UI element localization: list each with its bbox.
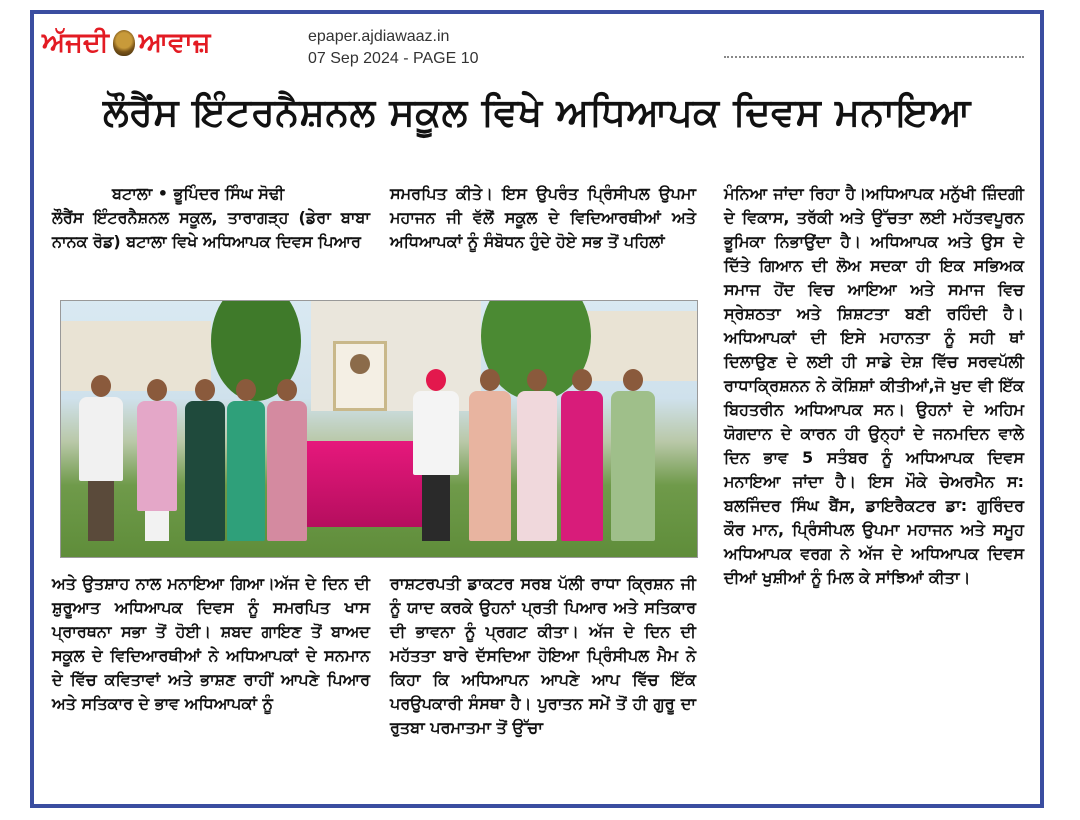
epaper-clipping	[30, 10, 1044, 808]
byline: ਬਟਾਲਾ • ਭੂਪਿੰਦਰ ਸਿੰਘ ਸੋਢੀ	[112, 184, 285, 203]
divider	[724, 56, 1024, 62]
site-url[interactable]: epaper.ajdiawaaz.in	[308, 28, 450, 45]
portrait-frame	[333, 341, 387, 411]
newspaper-logo	[42, 24, 282, 62]
column-2-bottom	[390, 572, 696, 740]
logo-text-right: ਆਵਾਜ਼	[138, 27, 211, 58]
column-3	[724, 182, 1024, 590]
paragraph: ਅਤੇ ਉਤਸ਼ਾਹ ਨਾਲ ਮਨਾਇਆ ਗਿਆ।ਅੱਜ ਦੇ ਦਿਨ ਦੀ ਸ਼ੁਰੂਆਤ ਅਧਿਆਪਕ ਦਿਵਸ ਨੂੰ ਸਮਰਪਿਤ ਖਾਸ ਪ੍ਰਾਰਥਨਾ ਸਭਾ ਤੋਂ ਹੋਈ। ਸ਼ਬਦ ਗਾਇਣ ਤੋਂ ਬਾਅਦ ਸਕੂਲ ਦੇ ਵਿਦਿਆਰਥੀਆਂ ਨੇ ਅਧਿਆਪਕਾਂ ਦੇ ਸਨਮਾਨ ਦੇ ਵਿੱਚ ਕਵਿਤਾਵਾਂ ਅਤੇ ਭਾਸ਼ਣ ਰਾਹੀਂ ਆਪਣੇ ਪਿਆਰ ਅਤੇ ਸਤਿਕਾਰ ਦੇ ਭਾਵ ਅਧਿਆਪਕਾਂ ਨੂੰ	[52, 574, 370, 713]
date-page: 07 Sep 2024 - PAGE 10	[308, 50, 479, 67]
logo-text-left: ਅੱਜਦੀ	[42, 27, 109, 58]
headline: ਲੌਰੈਂਸ ਇੰਟਰਨੈਸ਼ਨਲ ਸਕੂਲ ਵਿਖੇ ਅਧਿਆਪਕ ਦਿਵਸ ਮਨਾਇਆ	[102, 90, 971, 134]
column-2-top	[390, 182, 696, 254]
paragraph: ਸਮਰਪਿਤ ਕੀਤੇ। ਇਸ ਉਪਰੰਤ ਪ੍ਰਿੰਸੀਪਲ ਉਪਮਾ ਮਹਾਜਨ ਜੀ ਵੱਲੋਂ ਸਕੂਲ ਦੇ ਵਿਦਿਆਰਥੀਆਂ ਅਤੇ ਅਧਿਆਪਕਾਂ ਨੂੰ ਸੰਬੋਧਨ ਹੁੰਦੇ ਹੋਏ ਸਭ ਤੋਂ ਪਹਿਲਾਂ	[390, 184, 696, 251]
paragraph: ਮੰਨਿਆ ਜਾਂਦਾ ਰਿਹਾ ਹੈ।ਅਧਿਆਪਕ ਮਨੁੱਖੀ ਜ਼ਿੰਦਗੀ ਦੇ ਵਿਕਾਸ, ਤਰੱਕੀ ਅਤੇ ਉੱਚਤਾ ਲਈ ਮਹੱਤਵਪੂਰਨ ਭੂਮਿਕਾ ਨਿਭਾਉਂਦਾ ਹੈ। ਅਧਿਆਪਕ ਅਤੇ ਉਸ ਦੇ ਦਿੱਤੇ ਗਿਆਨ ਦੀ ਲੋਅ ਸਦਕਾ ਹੀ ਇਕ ਸਭਿਅਕ ਸਮਾਜ ਹੋਂਦ ਵਿਚ ਆਇਆ ਅਤੇ ਸਮਾਜ ਵਿਚ ਸ੍ਰੇਸ਼ਠਤਾ ਅਤੇ ਸ਼ਿਸ਼ਟਤਾ ਬਣੀ ਰਹਿੰਦੀ ਹੈ। ਅਧਿਆਪਕਾਂ ਦੀ ਇਸੇ ਮਹਾਨਤਾ ਨੂੰ ਸਹੀ ਥਾਂ ਦਿਲਾਉਣ ਦੇ ਲਈ ਹੀ ਸਾਡੇ ਦੇਸ਼ ਵਿੱਚ ਸਰਵਪੱਲੀ ਰਾਧਾਕ੍ਰਿਸ਼ਨਨ ਨੇ ਕੋਸ਼ਿਸ਼ਾਂ ਕੀਤੀਆਂ,ਜੋ ਖੁਦ ਵੀ ਇੱਕ ਬਿਹਤਰੀਨ ਅਧਿਆਪਕ ਸਨ। ਉਹਨਾਂ ਦੇ ਅਹਿਮ ਯੋਗਦਾਨ ਦੇ ਕਾਰਨ ਹੀ ਉਨ੍ਹਾਂ ਦੇ ਜਨਮਦਿਨ ਵਾਲੇ ਦਿਨ ਭਾਵ 5 ਸਤੰਬਰ ਨੂੰ ਅਧਿਆਪਕ ਦਿਵਸ ਮਨਾਇਆ ਜਾਂਦਾ ਹੈ। ਇਸ ਮੌਕੇ ਚੇਅਰਮੈਨ ਸ: ਬਲਜਿੰਦਰ ਸਿੰਘ ਬੈਂਸ, ਡਾਇਰੈਕਟਰ ਡਾ: ਗੁਰਿੰਦਰ ਕੌਰ ਮਾਨ, ਪ੍ਰਿੰਸੀਪਲ ਉਪਮਾ ਮਹਾਜਨ ਅਤੇ ਸਮੂਹ ਅਧਿਆਪਕ ਵਰਗ ਨੇ ਅੱਜ ਦੇ ਅਧਿਆਪਕ ਦਿਵਸ ਦੀਆਂ ਖੁਸ਼ੀਆਂ ਨੂੰ ਮਿਲ ਕੇ ਸਾਂਝਿਆਂ ਕੀਤਾ।	[724, 184, 1024, 587]
epaper-info	[308, 26, 478, 70]
event-photo	[60, 300, 698, 558]
paragraph: ਲੌਰੈਂਸ ਇੰਟਰਨੈਸ਼ਨਲ ਸਕੂਲ, ਤਾਰਾਗੜ੍ਹ (ਡੇਰਾ ਬਾਬਾ ਨਾਨਕ ਰੋਡ) ਬਟਾਲਾ ਵਿਖੇ ਅਧਿਆਪਕ ਦਿਵਸ ਪਿਆਰ	[52, 208, 370, 251]
column-1-top	[52, 182, 370, 254]
emblem-icon	[113, 30, 135, 56]
paragraph: ਰਾਸ਼ਟਰਪਤੀ ਡਾਕਟਰ ਸਰਬ ਪੱਲੀ ਰਾਧਾ ਕ੍ਰਿਸ਼ਨ ਜੀ ਨੂੰ ਯਾਦ ਕਰਕੇ ਉਹਨਾਂ ਪ੍ਰਤੀ ਪਿਆਰ ਅਤੇ ਸਤਿਕਾਰ ਦੀ ਭਾਵਨਾ ਨੂੰ ਪ੍ਰਗਟ ਕੀਤਾ। ਅੱਜ ਦੇ ਦਿਨ ਦੀ ਮਹੱਤਤਾ ਬਾਰੇ ਦੱਸਦਿਆ ਹੋਇਆ ਪ੍ਰਿੰਸੀਪਲ ਮੈਮ ਨੇ ਕਿਹਾ ਕਿ ਅਧਿਆਪਨ ਆਪਣੇ ਆਪ ਵਿੱਚ ਇੱਕ ਪਰਉਪਕਾਰੀ ਸੰਸਥਾ ਹੈ। ਪੁਰਾਤਨ ਸਮੇਂ ਤੋਂ ਹੀ ਗੁਰੂ ਦਾ ਰੁਤਬਾ ਪਰਮਾਤਮਾ ਤੋਂ ਉੱਚਾ	[390, 574, 696, 737]
column-1-bottom	[52, 572, 370, 716]
